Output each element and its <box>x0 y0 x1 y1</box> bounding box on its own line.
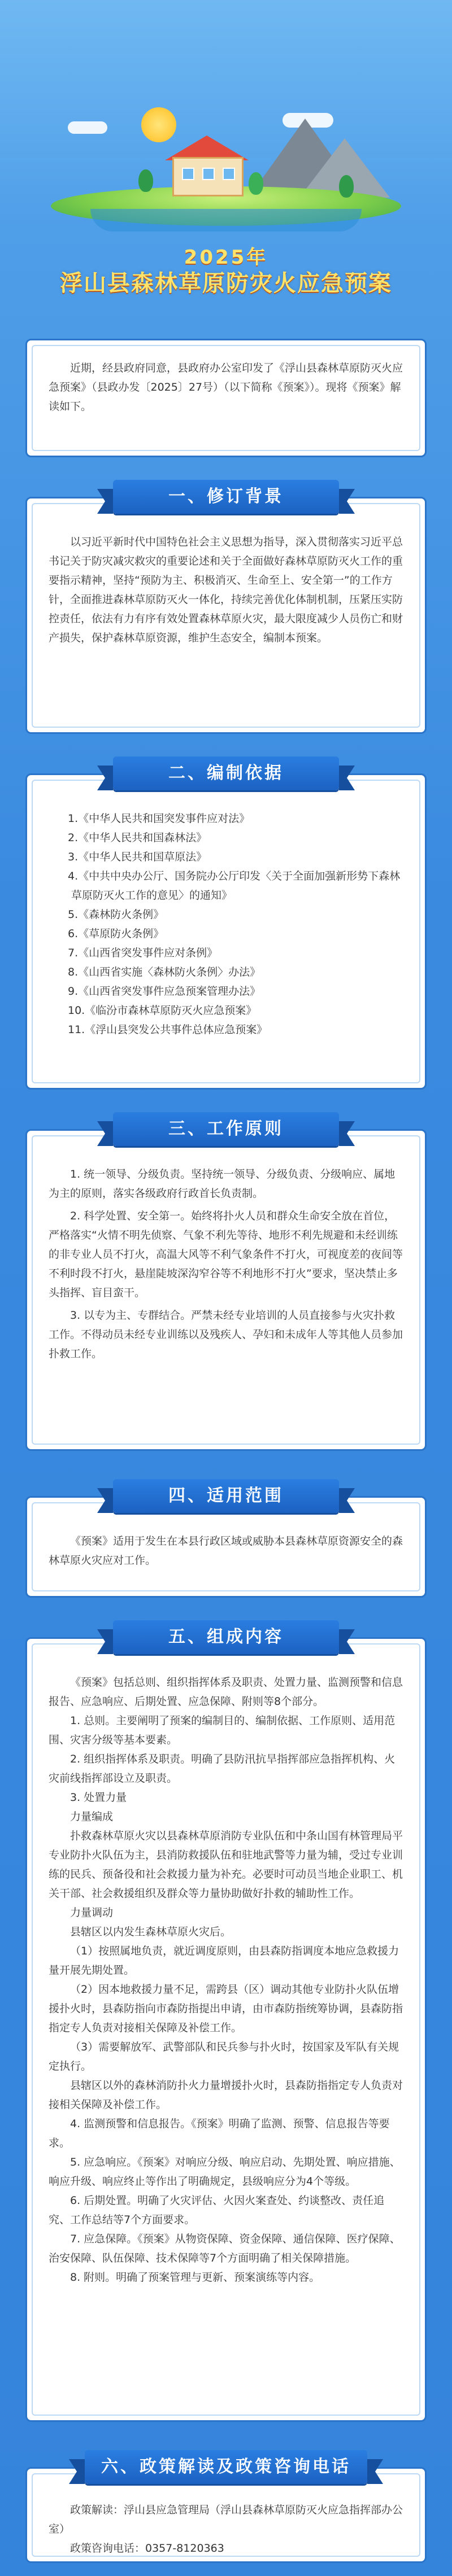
list-item: 力量编成 <box>70 1810 114 1823</box>
list-item: 扑救森林草原火灾以县森林草原消防专业队伍和中条山国有林管理局平专业防扑火队伍为主，县消防救援队伍和驻地武警等力量为辅，受过专业训练的民兵、预备役和社会救援力量为补充。必要时可动员当地企业职工、机关干部、社会救援组织及群众等力量协助做好扑救的辅助性工作。 <box>49 1830 403 1900</box>
section-title: 二、编制依据 <box>113 756 339 790</box>
list-item: 8.《山西省实施〈森林防火条例〉办法》 <box>68 966 261 978</box>
section-body <box>32 2473 420 2557</box>
list-item: 5.《森林防火条例》 <box>68 908 164 921</box>
section-title: 一、修订背景 <box>113 480 339 514</box>
list-item: 6.《草原防火条例》 <box>68 928 164 940</box>
list-item: （1）按照属地负责，就近调度原则，由县森防指调度本地应急救援力量开展先期处置。 <box>49 1945 399 1976</box>
section-body <box>32 503 420 728</box>
hero-illustration <box>0 0 452 237</box>
list-item: 1. 总则。主要阐明了预案的编制目的、编制依据、工作原则、适用范围、灾害分级等基本要素。 <box>49 1715 395 1746</box>
island-base <box>90 209 362 231</box>
list-item: 9.《山西省突发事件应急预案管理办法》 <box>68 985 261 998</box>
section-paragraph: 以习近平新时代中国特色社会主义思想为指导，深入贯彻落实习近平总书记关于防灾减灾救灾的重要论述和关于全面做好森林草原防灭火工作的重要指示精神，坚持“预防为主、积极消灭、生命至上、安全第一”的工作方针，全面推进森林草原防灭火一体化，持续完善优化体制机制，压紧压实防控责任，依法有力有序有效处置森林草原火灾，最大限度减少人员伤亡和财产损失，保护森林草原资源，维护生态安全，编制本预案。 <box>49 536 403 644</box>
section-title: 五、组成内容 <box>113 1620 339 1654</box>
section-title: 三、工作原则 <box>113 1112 339 1146</box>
list-item: 2.《中华人民共和国森林法》 <box>68 832 207 844</box>
list-item: 2. 科学处置、安全第一。始终将扑火人员和群众生命安全放在首位，严格落实“火情不明先侦察、气象不利先等待、地形不利先规避和未经训练的非专业人员不打火，高温大风等不利气象条件不打火，可视度差的夜间等不利时段不打火，悬崖陡坡深沟窄谷等不利地形不打火”要求，坚决禁止多头指挥、盲目蛮干。 <box>49 1210 403 1299</box>
page-title: 浮山县森林草原防灾火应急预案 <box>60 270 392 296</box>
window <box>202 168 215 180</box>
list-item: 3. 以专为主、专群结合。严禁未经专业培训的人员直接参与火灾扑救工作。不得动员未经专业训练以及残疾人、孕妇和未成年人等其他人员参加扑救工作。 <box>49 1309 403 1360</box>
contact-office: 政策解读：浮山县应急管理局（浮山县森林草原防灭火应急指挥部办公室） <box>49 2504 403 2535</box>
list-item: 7. 应急保障。《预案》从物资保障、资金保障、通信保障、医疗保障、治安保障、队伍保障、技术保障等7个方面明确了相关保障措施。 <box>49 2233 401 2264</box>
title-year: 2025年 <box>184 246 268 269</box>
section-background <box>25 497 427 734</box>
section-title: 四、适用范围 <box>113 1479 339 1513</box>
content-list <box>49 1673 403 2287</box>
intro-card-inner <box>32 345 420 451</box>
list-item: 县辖区以内发生森林草原火灾后。 <box>70 1926 232 1938</box>
list-item: 5. 应急响应。《预案》对响应分级、响应启动、先期处置、响应措施、响应升级、响应终止等作出了明确规定，县级响应分为4个等级。 <box>49 2156 401 2188</box>
list-item: 3. 处置力量 <box>70 1791 127 1804</box>
basis-list <box>49 809 403 1039</box>
list-item: 4.《中共中央办公厅、国务院办公厅印发〈关于全面加强新形势下森林草原防灭火工作的意见〉的通知》 <box>68 870 401 902</box>
tree-icon <box>339 175 354 198</box>
list-item: 11.《浮山县突发公共事件总体应急预案》 <box>68 1024 268 1036</box>
window <box>223 168 235 180</box>
section-body <box>32 1502 420 1591</box>
tree-icon <box>249 172 263 195</box>
list-item: 《预案》包括总则、组织指挥体系及职责、处置力量、监测预警和信息报告、应急响应、后期处置、应急保障、附则等8个部分。 <box>49 1676 403 1708</box>
section-body <box>32 1135 420 1445</box>
section-basis <box>25 773 427 1090</box>
section-content <box>25 1637 427 2422</box>
list-item: 10.《临汾市森林草原防灭火应急预案》 <box>68 1004 257 1017</box>
principles-list <box>49 1165 403 1363</box>
section-body <box>32 1643 420 2416</box>
list-item: 1.《中华人民共和国突发事件应对法》 <box>68 812 250 825</box>
section-principles <box>25 1129 427 1451</box>
contact-phone: 政策咨询电话：0357-8120363 <box>70 2542 224 2555</box>
list-item: 1. 统一领导、分级负责。坚持统一领导、分级负责、分级响应、属地为主的原则，落实各级政府行政首长负责制。 <box>49 1168 395 1200</box>
tree-icon <box>138 169 153 192</box>
list-item: 力量调动 <box>70 1906 114 1919</box>
list-item: （3）需要解放军、武警部队和民兵参与扑火时，按国家及军队有关规定执行。 <box>49 2041 399 2072</box>
cloud-icon <box>68 121 107 134</box>
list-item: 4. 监测预警和信息报告。《预案》明确了监测、预警、信息报告等要求。 <box>49 2118 390 2149</box>
section-title: 六、政策解读及政策咨询电话 <box>85 2450 367 2484</box>
intro-text: 近期，经县政府同意，县政府办公室印发了《浮山县森林草原防灭火应急预案》（县政办发〔2025〕27号）（以下简称《预案》）。现将《预案》解读如下。 <box>49 362 403 413</box>
list-item: 7.《山西省突发事件应对条例》 <box>68 947 218 959</box>
window <box>182 168 194 180</box>
list-item: 2. 组织指挥体系及职责。明确了县防汛抗旱指挥部应急指挥机构、火灾前线指挥部设立及职责。 <box>49 1753 395 1785</box>
list-item: 8. 附则。明确了预案管理与更新、预案演练等内容。 <box>70 2271 320 2284</box>
section-paragraph: 《预案》适用于发生在本县行政区域或威胁本县森林草原资源安全的森林草原火灾应对工作。 <box>49 1535 403 1567</box>
house-icon <box>172 157 244 196</box>
list-item: 3.《中华人民共和国草原法》 <box>68 851 207 863</box>
list-item: 6. 后期处置。明确了火灾评估、火因火案查处、约谈整改、责任追究、工作总结等7个方面要求。 <box>49 2194 385 2226</box>
section-body <box>32 780 420 1083</box>
list-item: （2）因本地救援力量不足，需跨县（区）调动其他专业防扑火队伍增援扑火时，县森防指向市森防指提出申请，由市森防指统筹协调，县森防指指定专人负责对接相关保障及补偿工作。 <box>49 1983 403 2034</box>
list-item: 县辖区以外的森林消防扑火力量增援扑火时，县森防指指定专人负责对接相关保障及补偿工作。 <box>49 2079 403 2111</box>
intro-card <box>25 339 427 457</box>
